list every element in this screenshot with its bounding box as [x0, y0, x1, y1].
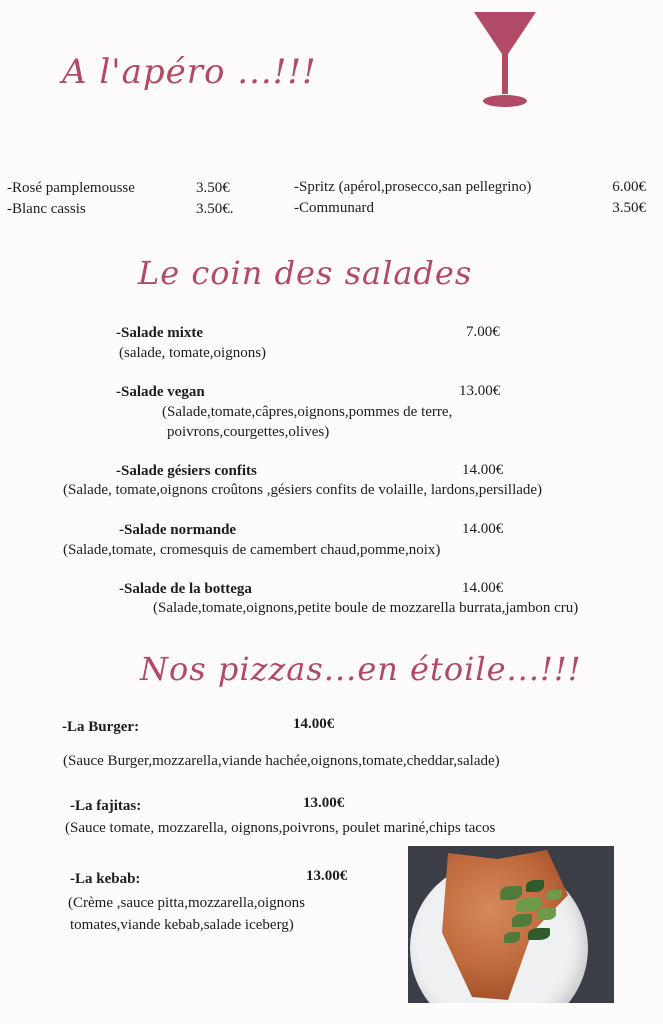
pizza-desc: (Sauce tomate, mozzarella, oignons,poivrons, poulet mariné,chips tacos — [65, 820, 496, 836]
salade-desc: (Salade,tomate,oignons,petite boule de mozzarella burrata,jambon cru) — [153, 600, 579, 616]
apero-item-name: -Blanc cassis — [7, 201, 86, 217]
salade-name: -Salade normande — [119, 522, 237, 538]
salad-leaf — [538, 908, 556, 920]
pizza-desc: (Sauce Burger,mozzarella,viande hachée,oignons,tomate,cheddar,salade) — [63, 753, 500, 769]
apero-item-name: -Spritz (apérol,prosecco,san pellegrino) — [294, 179, 532, 195]
salade-name: -Salade mixte — [116, 325, 204, 341]
salad-leaf — [504, 932, 520, 943]
apero-item-name: -Rosé pamplemousse — [7, 180, 135, 196]
salad-leaf — [512, 914, 532, 927]
pizza-desc: tomates,viande kebab,salade iceberg) — [70, 917, 294, 933]
salade-name: -Salade de la bottega — [119, 581, 252, 597]
salade-desc: (salade, tomate,oignons) — [119, 345, 267, 361]
salades-title: Le coin des salades — [138, 254, 473, 292]
salad-leaf — [546, 890, 562, 900]
salade-name: -Salade gésiers confits — [116, 463, 257, 479]
salade-price: 14.00€ — [462, 521, 504, 537]
salade-desc: (Salade,tomate, cromesquis de camembert chaud,pomme,noix) — [63, 542, 441, 558]
pizza-photo — [408, 846, 614, 1003]
salade-desc: poivrons,courgettes,olives) — [167, 424, 330, 440]
pizza-name: -La fajitas: — [70, 798, 142, 814]
salad-leaf — [526, 880, 544, 892]
pizza-price: 13.00€ — [303, 795, 345, 811]
salad-leaf — [516, 898, 542, 912]
apero-item-price: 3.50€ — [612, 200, 646, 216]
salade-name: -Salade vegan — [116, 384, 205, 400]
salade-price: 14.00€ — [462, 462, 504, 478]
apero-item-name: -Communard — [294, 200, 374, 216]
pizza-name: -La kebab: — [70, 871, 141, 887]
salad-leaf — [528, 928, 550, 940]
apero-item-price: 6.00€ — [612, 179, 646, 195]
salade-price: 14.00€ — [462, 580, 504, 596]
salad-leaf — [500, 886, 522, 900]
pizza-price: 13.00€ — [306, 868, 348, 884]
salade-desc: (Salade,tomate,câpres,oignons,pommes de terre, — [162, 404, 453, 420]
salade-price: 13.00€ — [459, 383, 501, 399]
pizza-price: 14.00€ — [293, 716, 335, 732]
apero-item-price: 3.50€. — [196, 201, 234, 217]
pizza-name: -La Burger: — [62, 719, 140, 735]
apero-title: A l'apéro ...!!! — [62, 52, 317, 92]
cocktail-glass-icon — [470, 8, 540, 108]
salade-desc: (Salade, tomate,oignons croûtons ,gésiers confits de volaille, lardons,persillade) — [63, 482, 543, 498]
pizzas-title: Nos pizzas...en étoile...!!! — [140, 650, 582, 688]
pizza-desc: (Crème ,sauce pitta,mozzarella,oignons — [68, 895, 305, 911]
apero-item-price: 3.50€ — [196, 180, 230, 196]
salade-price: 7.00€ — [466, 324, 500, 340]
